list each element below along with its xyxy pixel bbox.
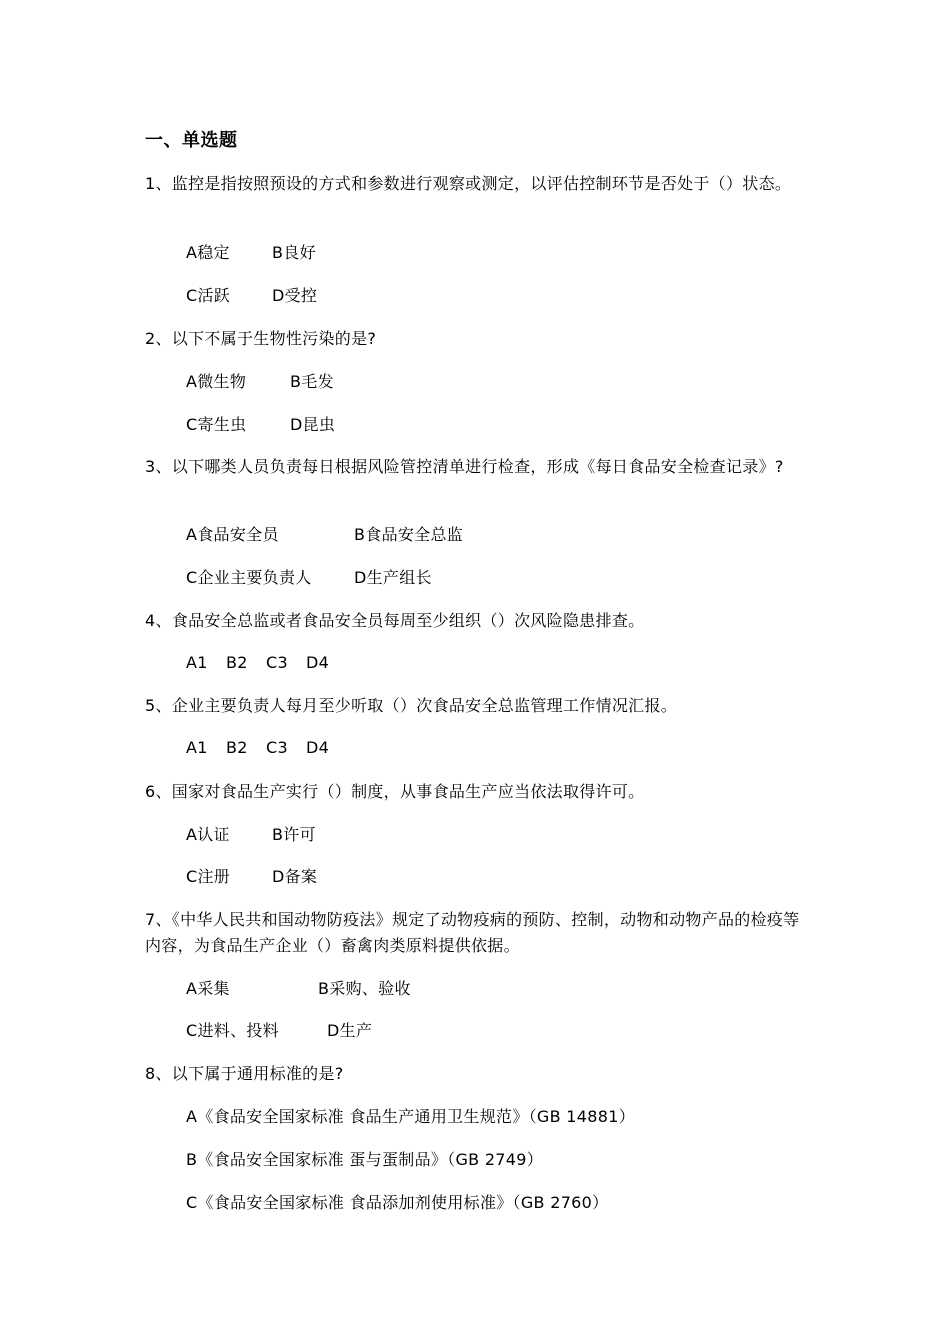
option-d: D备案 [272,867,318,886]
option-b: B良好 [272,243,316,262]
question-3-text: 3、以下哪类人员负责每日根据风险管控清单进行检查，形成《每日食品安全检查记录》? [145,457,784,476]
question-1-text: 1、监控是指按照预设的方式和参数进行观察或测定，以评估控制环节是否处于（）状态。 [145,174,792,193]
question-3-options-row-2 [186,565,432,591]
option-c: C寄生虫 [186,415,247,434]
question-4-options-row [186,650,329,676]
option-d: D4 [306,738,330,757]
option-a: A采集 [186,979,230,998]
option-a: A稳定 [186,243,230,262]
question-8-option-c-row [186,1190,608,1216]
option-c: C注册 [186,867,231,886]
option-a: A1 [186,738,208,757]
question-6-options-row-2 [186,864,317,890]
option-a: A认证 [186,825,230,844]
question-1-options-row-1 [186,240,316,266]
question-8-option-b-row [186,1147,543,1173]
question-7-text: 7、《中华人民共和国动物防疫法》规定了动物疫病的预防、控制，动物和动物产品的检疫等内容，为食品生产企业（）畜禽肉类原料提供依据。 [145,910,800,955]
section-title: 一、单选题 [145,130,238,151]
question-8-option-a-row [186,1104,635,1130]
option-b: B采购、验收 [318,979,411,998]
option-c: C企业主要负责人 [186,568,312,587]
question-7-options-row-1 [186,976,411,1002]
question-2-options-row-1 [186,369,334,395]
question-4-text: 4、食品安全总监或者食品安全员每周至少组织（）次风险隐患排查。 [145,611,645,630]
option-b: B食品安全总监 [354,525,464,544]
option-d: D昆虫 [290,415,336,434]
option-b: B《食品安全国家标准 蛋与蛋制品》（GB 2749） [186,1150,544,1169]
option-a: A1 [186,653,208,672]
question-7-options-row-2 [186,1018,372,1044]
option-b: B毛发 [290,372,334,391]
option-b: B2 [226,738,248,757]
option-c: C活跃 [186,286,231,305]
question-5-text: 5、企业主要负责人每月至少听取（）次食品安全总监管理工作情况汇报。 [145,696,678,715]
option-d: D生产组长 [354,568,432,587]
question-5-options-row [186,735,329,761]
option-b: B2 [226,653,248,672]
option-a: A《食品安全国家标准 食品生产通用卫生规范》（GB 14881） [186,1107,635,1126]
question-8-text: 8、以下属于通用标准的是? [145,1064,344,1083]
option-d: D4 [306,653,330,672]
option-c: C《食品安全国家标准 食品添加剂使用标准》（GB 2760） [186,1193,609,1212]
question-6-text: 6、国家对食品生产实行（）制度，从事食品生产应当依法取得许可。 [145,782,645,801]
option-c: C3 [266,738,288,757]
question-3-options-row-1 [186,522,463,548]
option-b: B许可 [272,825,316,844]
option-c: C3 [266,653,288,672]
question-6-options-row-1 [186,822,316,848]
option-d: D受控 [272,286,318,305]
question-2-options-row-2 [186,412,335,438]
option-d: D生产 [327,1021,373,1040]
option-a: A微生物 [186,372,247,391]
option-a: A食品安全员 [186,525,279,544]
option-c: C进料、投料 [186,1021,279,1040]
question-2-text: 2、以下不属于生物性污染的是? [145,329,377,348]
question-1-options-row-2 [186,283,317,309]
